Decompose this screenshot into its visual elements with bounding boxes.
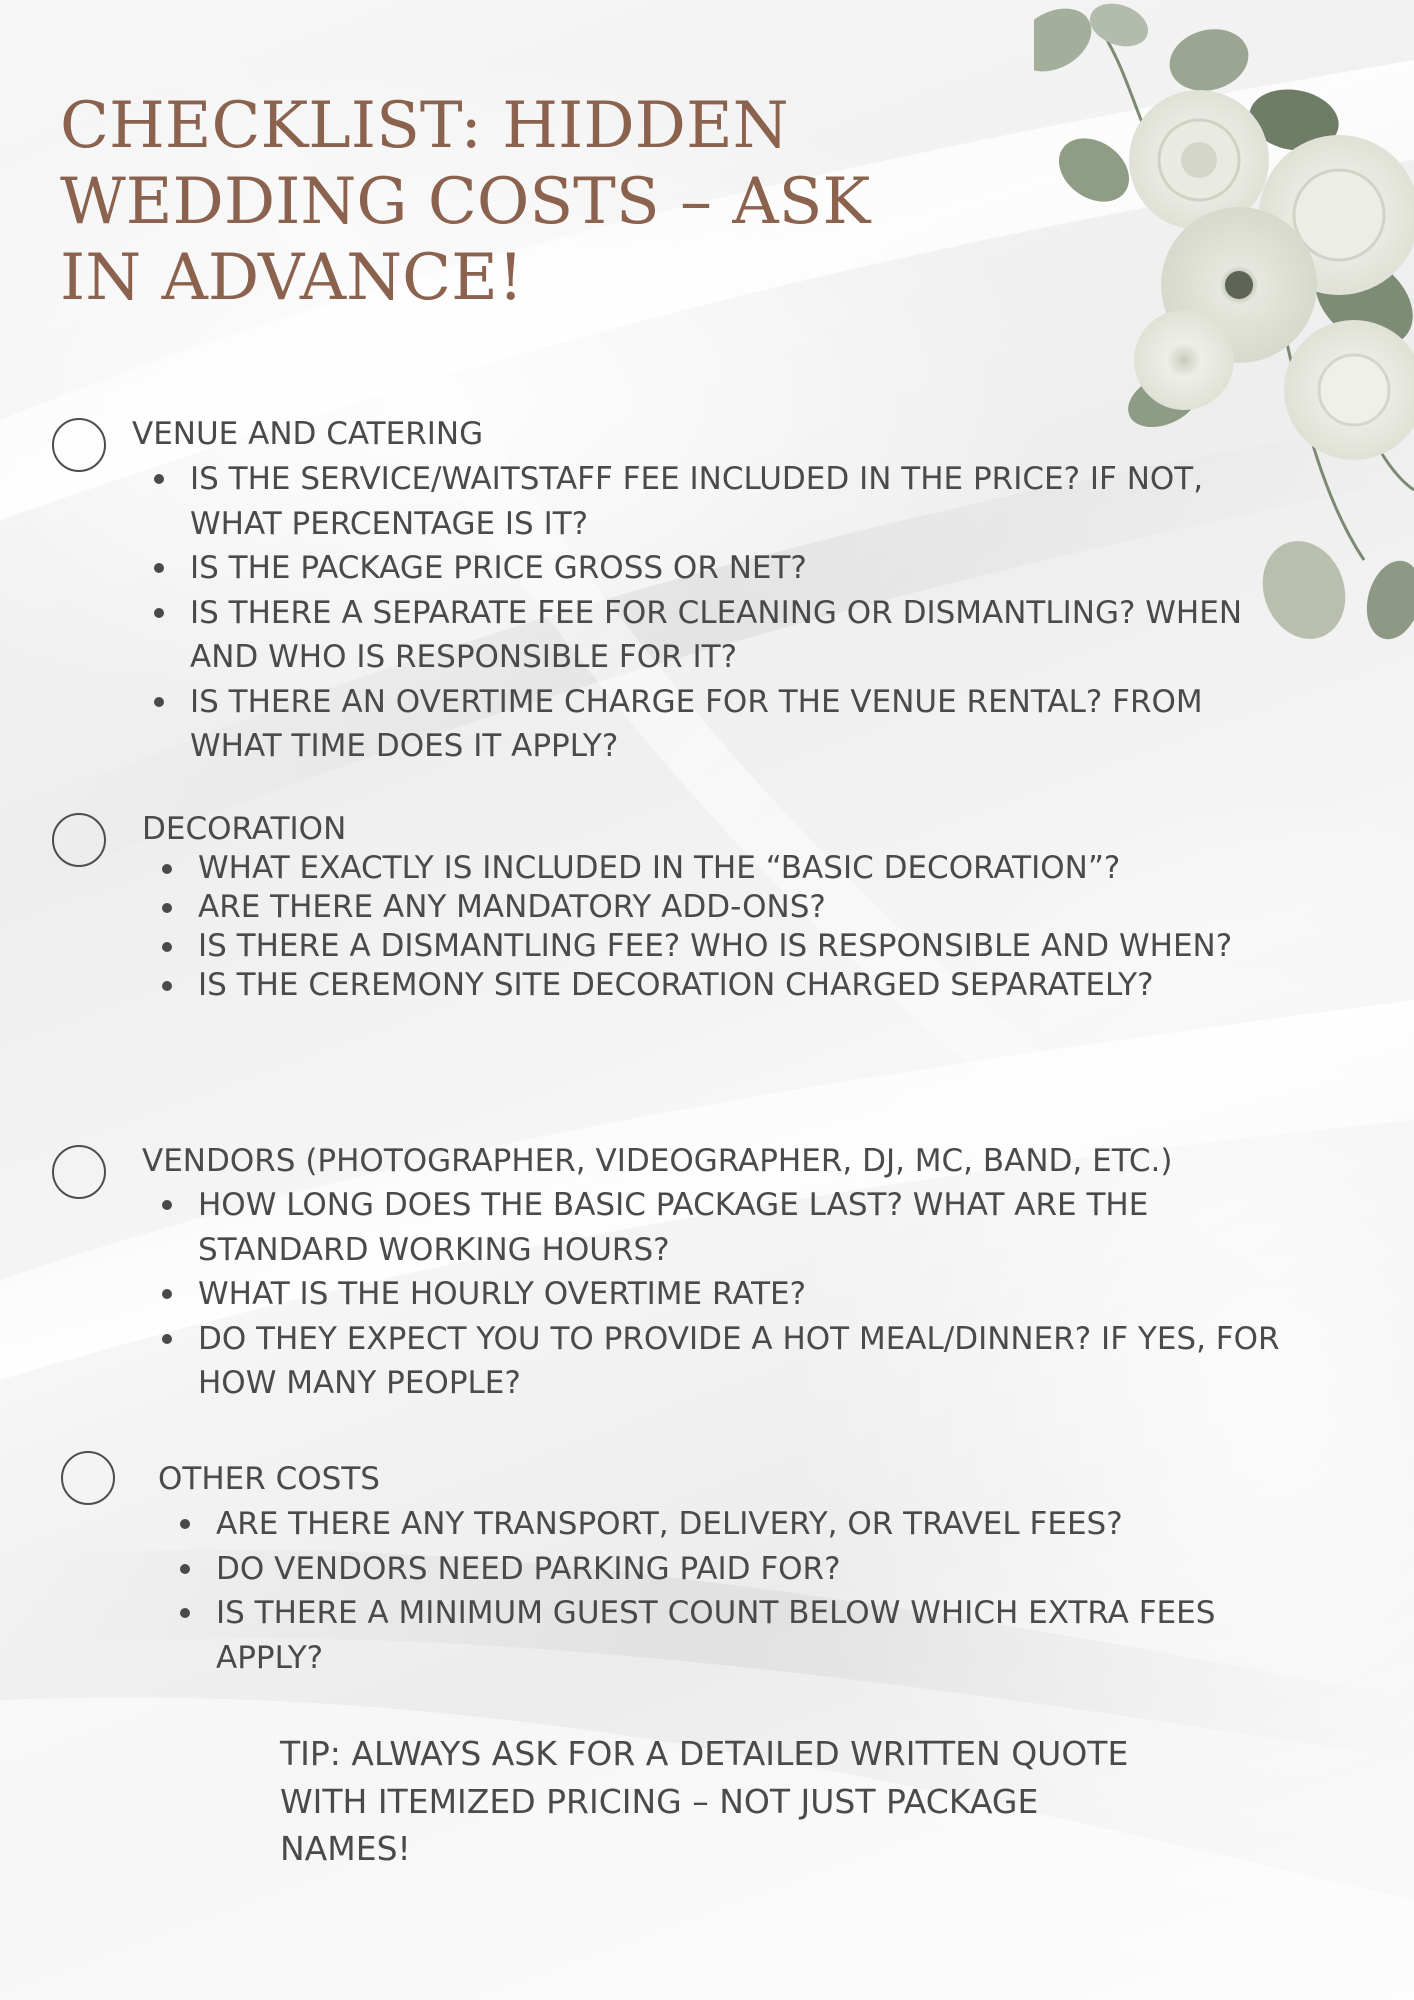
bullet-icon — [180, 1608, 190, 1618]
bullet-icon — [162, 1200, 172, 1210]
list-item: IS THE PACKAGE PRICE GROSS OR NET? — [150, 546, 1300, 591]
bullet-icon — [162, 981, 172, 991]
checkbox-decoration[interactable] — [52, 813, 106, 867]
list-item: ARE THERE ANY MANDATORY ADD-ONS? — [158, 888, 1238, 927]
bullet-icon — [180, 1564, 190, 1574]
checkbox-venue-catering[interactable] — [52, 418, 106, 472]
item-list — [158, 1183, 1298, 1406]
section-title: OTHER COSTS — [158, 1461, 380, 1497]
list-item: ARE THERE ANY TRANSPORT, DELIVERY, OR TRAVEL FEES? — [176, 1502, 1316, 1547]
list-item: IS THERE A MINIMUM GUEST COUNT BELOW WHICH EXTRA FEES APPLY? — [176, 1591, 1316, 1680]
list-item: IS THERE A SEPARATE FEE FOR CLEANING OR DISMANTLING? WHEN AND WHO IS RESPONSIBLE FOR IT? — [150, 591, 1300, 680]
bullet-icon — [162, 1334, 172, 1344]
checkbox-other-costs[interactable] — [61, 1451, 115, 1505]
item-list — [176, 1502, 1316, 1680]
tip-text: TIP: ALWAYS ASK FOR A DETAILED WRITTEN QUOTE WITH ITEMIZED PRICING – NOT JUST PACKAGE NAMES! — [280, 1734, 1129, 1868]
bullet-icon — [154, 563, 164, 573]
bullet-icon — [154, 474, 164, 484]
page-title: CHECKLIST: HIDDEN WEDDING COSTS – ASK IN ADVANCE! — [60, 89, 871, 315]
bullet-icon — [162, 1289, 172, 1299]
bullet-icon — [162, 864, 172, 874]
item-list — [158, 849, 1238, 1005]
list-item: IS THE SERVICE/WAITSTAFF FEE INCLUDED IN THE PRICE? IF NOT, WHAT PERCENTAGE IS IT? — [150, 457, 1300, 546]
section-title: VENUE AND CATERING — [132, 416, 484, 452]
list-item: WHAT IS THE HOURLY OVERTIME RATE? — [158, 1272, 1298, 1317]
checkbox-vendors[interactable] — [52, 1145, 106, 1199]
bullet-icon — [162, 942, 172, 952]
list-item: DO VENDORS NEED PARKING PAID FOR? — [176, 1547, 1316, 1592]
item-list — [150, 457, 1300, 769]
bullet-icon — [154, 697, 164, 707]
list-item: IS THERE A DISMANTLING FEE? WHO IS RESPONSIBLE AND WHEN? — [158, 927, 1238, 966]
list-item: WHAT EXACTLY IS INCLUDED IN THE “BASIC DECORATION”? — [158, 849, 1238, 888]
bullet-icon — [154, 608, 164, 618]
section-title: DECORATION — [142, 811, 347, 847]
list-item: HOW LONG DOES THE BASIC PACKAGE LAST? WHAT ARE THE STANDARD WORKING HOURS? — [158, 1183, 1298, 1272]
bullet-icon — [162, 903, 172, 913]
list-item: DO THEY EXPECT YOU TO PROVIDE A HOT MEAL/DINNER? IF YES, FOR HOW MANY PEOPLE? — [158, 1317, 1298, 1406]
list-item: IS THERE AN OVERTIME CHARGE FOR THE VENUE RENTAL? FROM WHAT TIME DOES IT APPLY? — [150, 680, 1300, 769]
section-title: VENDORS (PHOTOGRAPHER, VIDEOGRAPHER, DJ, MC, BAND, ETC.) — [142, 1143, 1173, 1179]
list-item: IS THE CEREMONY SITE DECORATION CHARGED SEPARATELY? — [158, 966, 1238, 1005]
bullet-icon — [180, 1519, 190, 1529]
